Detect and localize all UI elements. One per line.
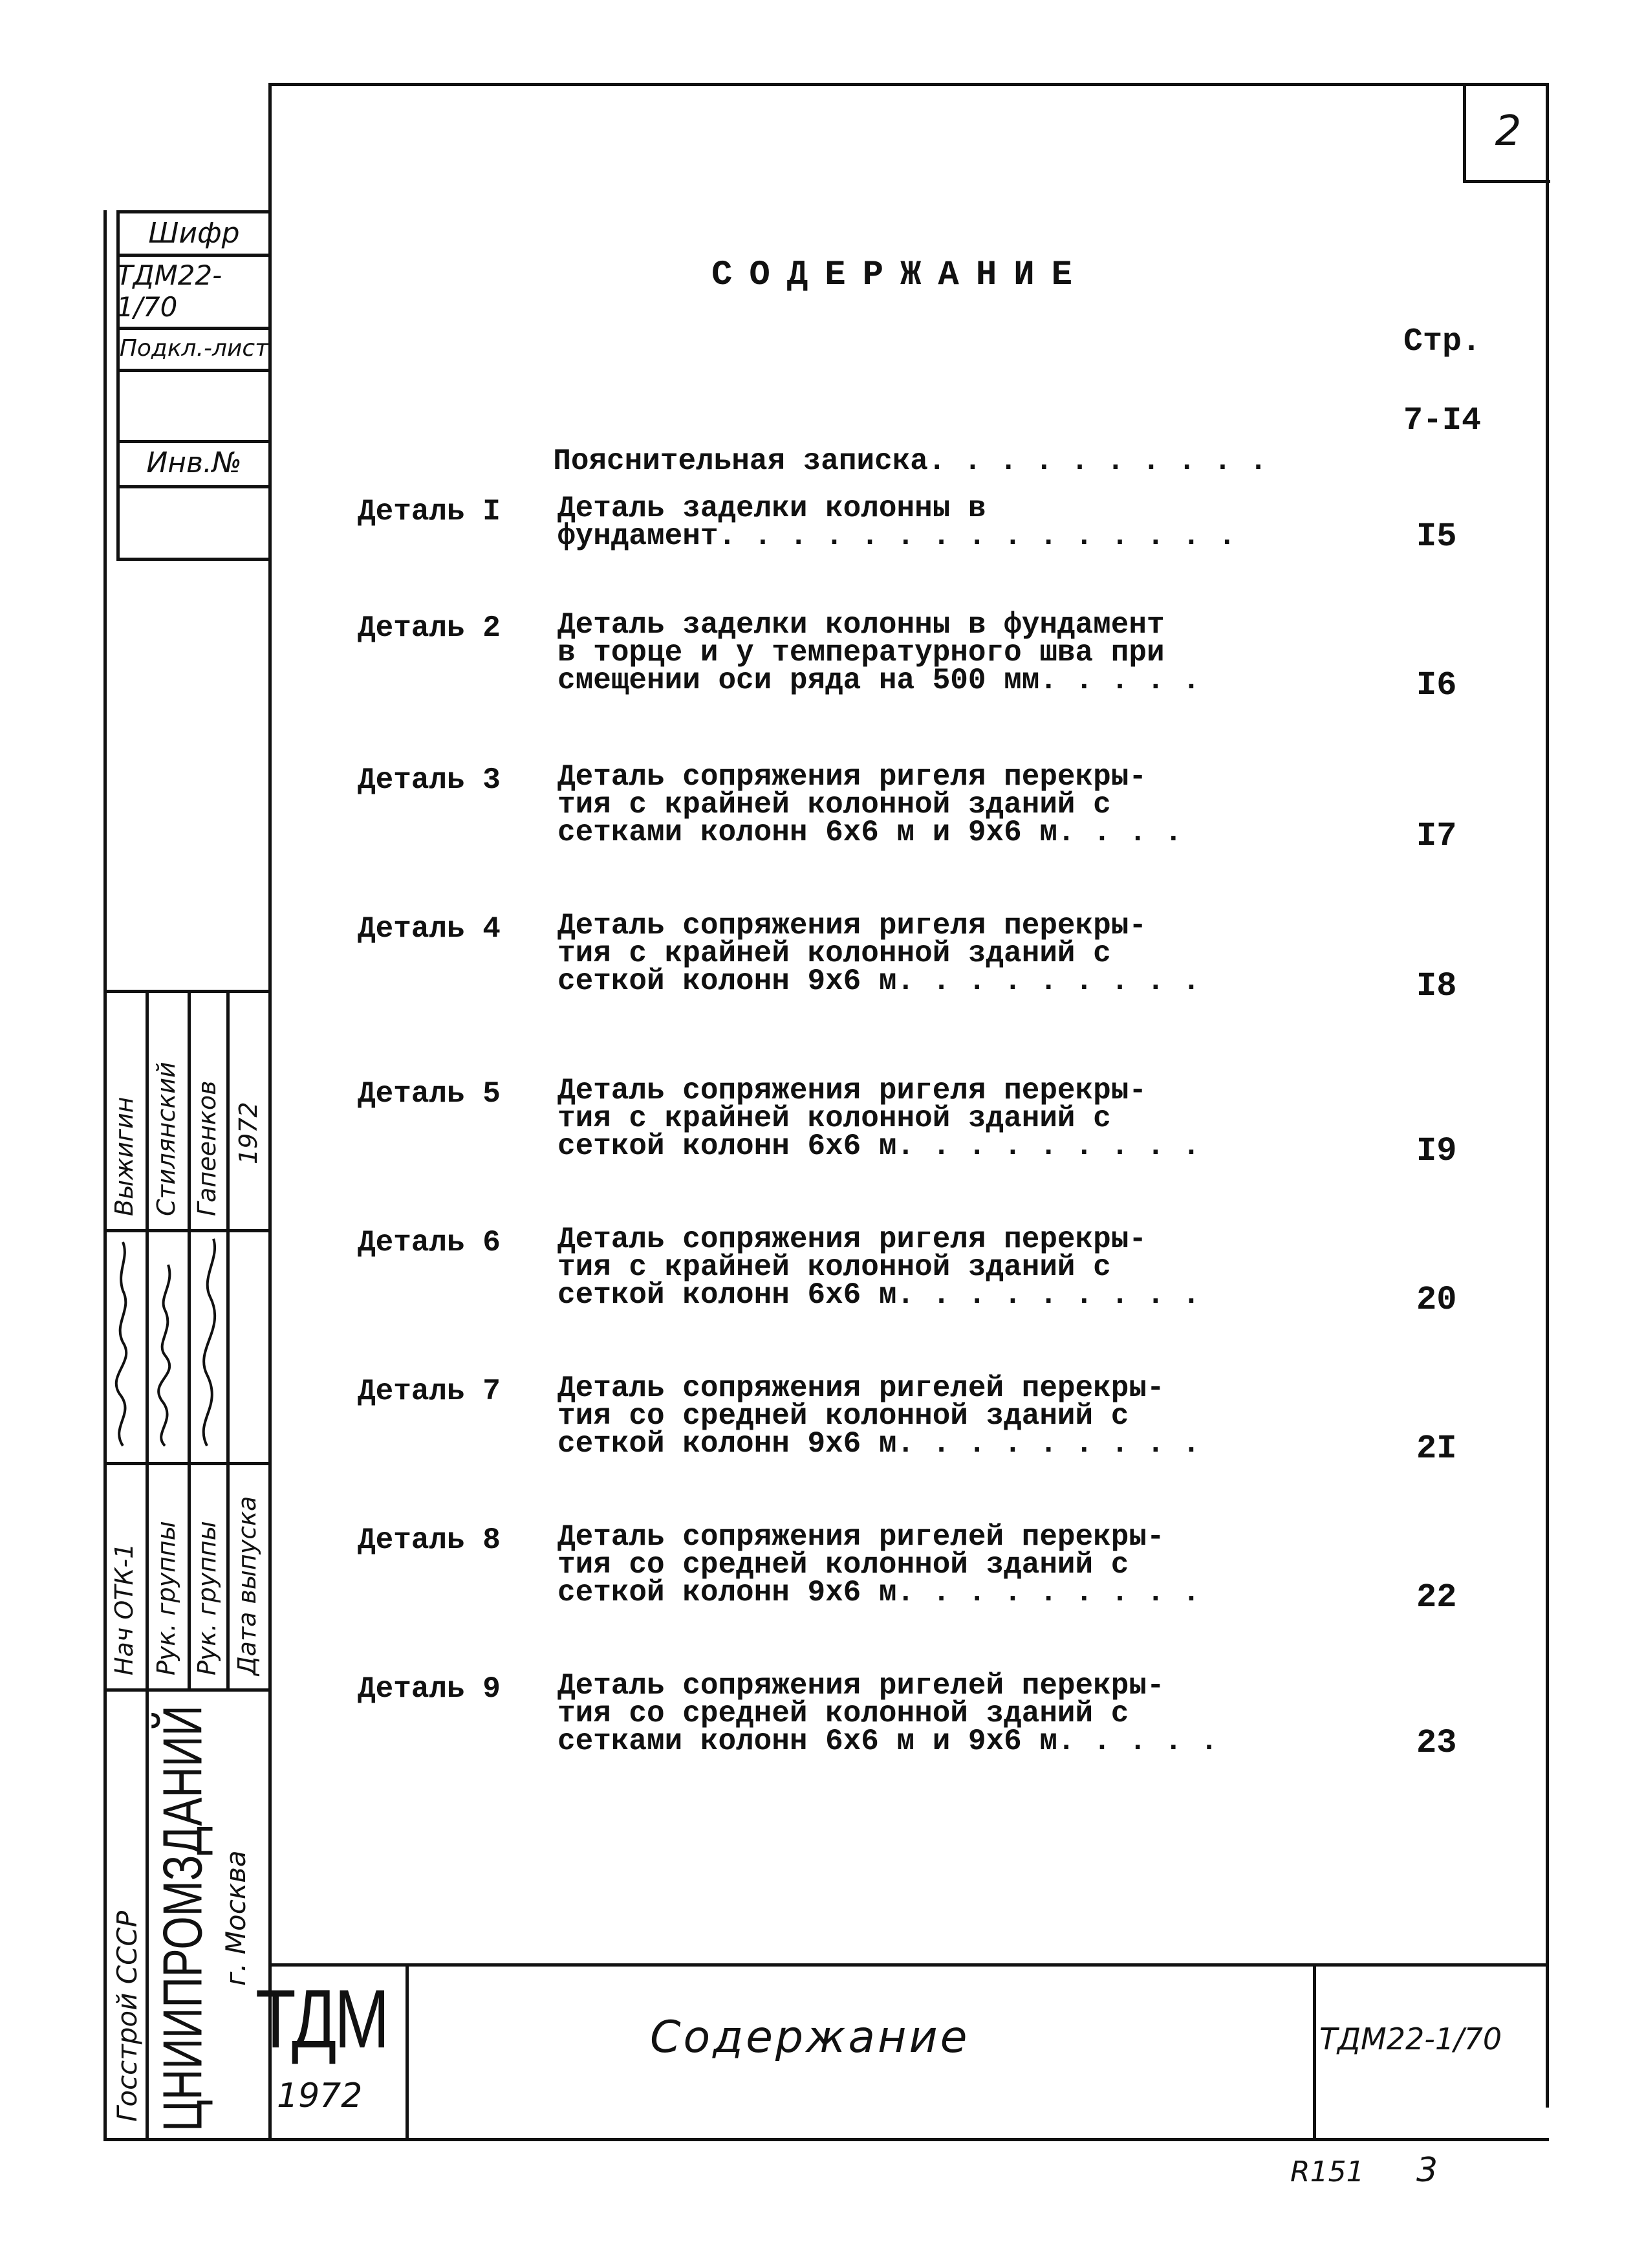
detail-text-9: Деталь сопряжения ригелей перекры- тия со средней колонной зданий с сетками колонн 6х6 м и 9х6 м. . . . . — [557, 1669, 1218, 1758]
detail-text-2: Деталь заделки колонны в фундамент в торце и у температурного шва при смещении оси ряда на 500 мм. . . . . — [557, 608, 1200, 697]
signatures-drawing — [103, 1232, 272, 1459]
side-name-1: Выжигин — [110, 1096, 138, 1216]
frame-right-line — [1546, 83, 1549, 2108]
side-cipher-label: Шифр — [148, 216, 240, 250]
intro-entry — [517, 411, 1267, 478]
detail-text-5: Деталь сопряжения ригеля перекры- тия с крайней колонной зданий с сеткой колонн 6х6 м. . . . . . . . . — [557, 1074, 1200, 1163]
signature-2 — [158, 1265, 169, 1446]
title-block-top-line — [268, 1963, 1549, 1967]
page-column-label: Стр. — [1403, 323, 1482, 360]
detail-label-3: Деталь 3 — [358, 763, 501, 797]
title-block-divider-1 — [406, 1963, 409, 2138]
detail-label-5: Деталь 5 — [358, 1077, 501, 1111]
detail-label-4: Деталь 4 — [358, 912, 501, 946]
detail-page-9: 23 — [1416, 1724, 1457, 1762]
detail-page-2: I6 — [1416, 666, 1457, 704]
side-cipher-value: ТДМ22-1/70 — [116, 259, 222, 323]
detail-page-4: I8 — [1416, 967, 1457, 1005]
side-org-line1: Госстрой СССР — [111, 1910, 143, 2122]
detail-page-5: I9 — [1416, 1132, 1457, 1170]
detail-label-9: Деталь 9 — [358, 1672, 501, 1706]
page-number-box — [1463, 83, 1550, 183]
detail-label-2: Деталь 2 — [358, 611, 501, 645]
detail-page-8: 22 — [1416, 1578, 1457, 1617]
detail-page-1: I5 — [1416, 518, 1457, 556]
side-sign-top-line — [103, 990, 268, 993]
title-block-code: ТДМ22-1/70 — [1319, 2022, 1502, 2056]
side-role-3: Рук. группы — [193, 1521, 221, 1675]
side-org-line2: ЦНИИПРОМЗДАНИЙ — [151, 1705, 213, 2132]
title-block-divider-2 — [1313, 1963, 1316, 2138]
intro-leader: . . . . . . . . . . — [927, 444, 1268, 478]
side-name-2: Стилянский — [152, 1062, 180, 1216]
signature-3 — [204, 1239, 215, 1446]
detail-text-1: Деталь заделки колонны в фундамент. . . . . . . . . . . . . . . — [557, 492, 1236, 553]
detail-page-3: I7 — [1416, 817, 1457, 855]
side-outer-line — [103, 210, 107, 2141]
side-org-line3: г. Москва — [220, 1850, 252, 1986]
side-org-divider — [146, 1688, 149, 2141]
detail-label-7: Деталь 7 — [358, 1375, 501, 1408]
footer-note-right: 3 — [1416, 2151, 1438, 2190]
intro-label: Пояснительная записка — [553, 444, 928, 478]
detail-text-4: Деталь сопряжения ригеля перекры- тия с крайней колонной зданий с сеткой колонн 9х6 м. . . . . . . . . — [557, 909, 1200, 998]
side-line-5 — [116, 485, 272, 488]
side-sign-mid2-line — [103, 1462, 268, 1465]
side-inv-label: Инв.№ — [146, 446, 242, 479]
title-block-year: 1972 — [277, 2077, 363, 2115]
detail-text-3: Деталь сопряжения ригеля перекры- тия с крайней колонной зданий с сетками колонн 6х6 м и 9х6 м. . . . — [557, 760, 1183, 849]
title-block-name: Содержание — [650, 2012, 970, 2063]
title-block-logo: ТДМ — [255, 1973, 388, 2066]
side-sheet-type: Подкл.-лист — [119, 334, 269, 362]
detail-page-7: 2I — [1416, 1430, 1457, 1468]
side-role-1: Нач ОТК-1 — [110, 1543, 138, 1675]
detail-text-6: Деталь сопряжения ригеля перекры- тия с крайней колонной зданий с сеткой колонн 6х6 м. . . . . . . . . — [557, 1223, 1200, 1312]
side-line-6 — [116, 558, 272, 561]
intro-pages: 7-I4 — [1403, 402, 1482, 439]
signature-1 — [116, 1242, 127, 1446]
side-role-2: Рук. группы — [152, 1521, 180, 1675]
detail-label-6: Деталь 6 — [358, 1226, 501, 1259]
side-role-4: Дата выпуска — [233, 1496, 261, 1675]
detail-label-1: Деталь I — [358, 495, 501, 529]
side-line-3 — [116, 369, 272, 372]
detail-label-8: Деталь 8 — [358, 1523, 501, 1557]
contents-title: СОДЕРЖАНИЕ — [711, 256, 1090, 295]
side-name-4: 1972 — [234, 1102, 263, 1164]
side-sign-bottom-line — [103, 1688, 268, 1692]
footer-note-left: R151 — [1290, 2155, 1365, 2188]
detail-page-6: 20 — [1416, 1281, 1457, 1319]
side-name-3: Гапеенков — [193, 1080, 221, 1216]
detail-text-7: Деталь сопряжения ригелей перекры- тия со средней колонной зданий с сеткой колонн 9х6 м. . . . . . . . . — [557, 1371, 1200, 1461]
frame-top-line — [268, 83, 1549, 86]
page-number: 2 — [1495, 107, 1522, 155]
detail-text-8: Деталь сопряжения ригелей перекры- тия со средней колонной зданий с сеткой колонн 9х6 м. . . . . . . . . — [557, 1520, 1200, 1609]
frame-bottom-line — [103, 2138, 1549, 2141]
frame-left-line — [268, 83, 272, 2140]
